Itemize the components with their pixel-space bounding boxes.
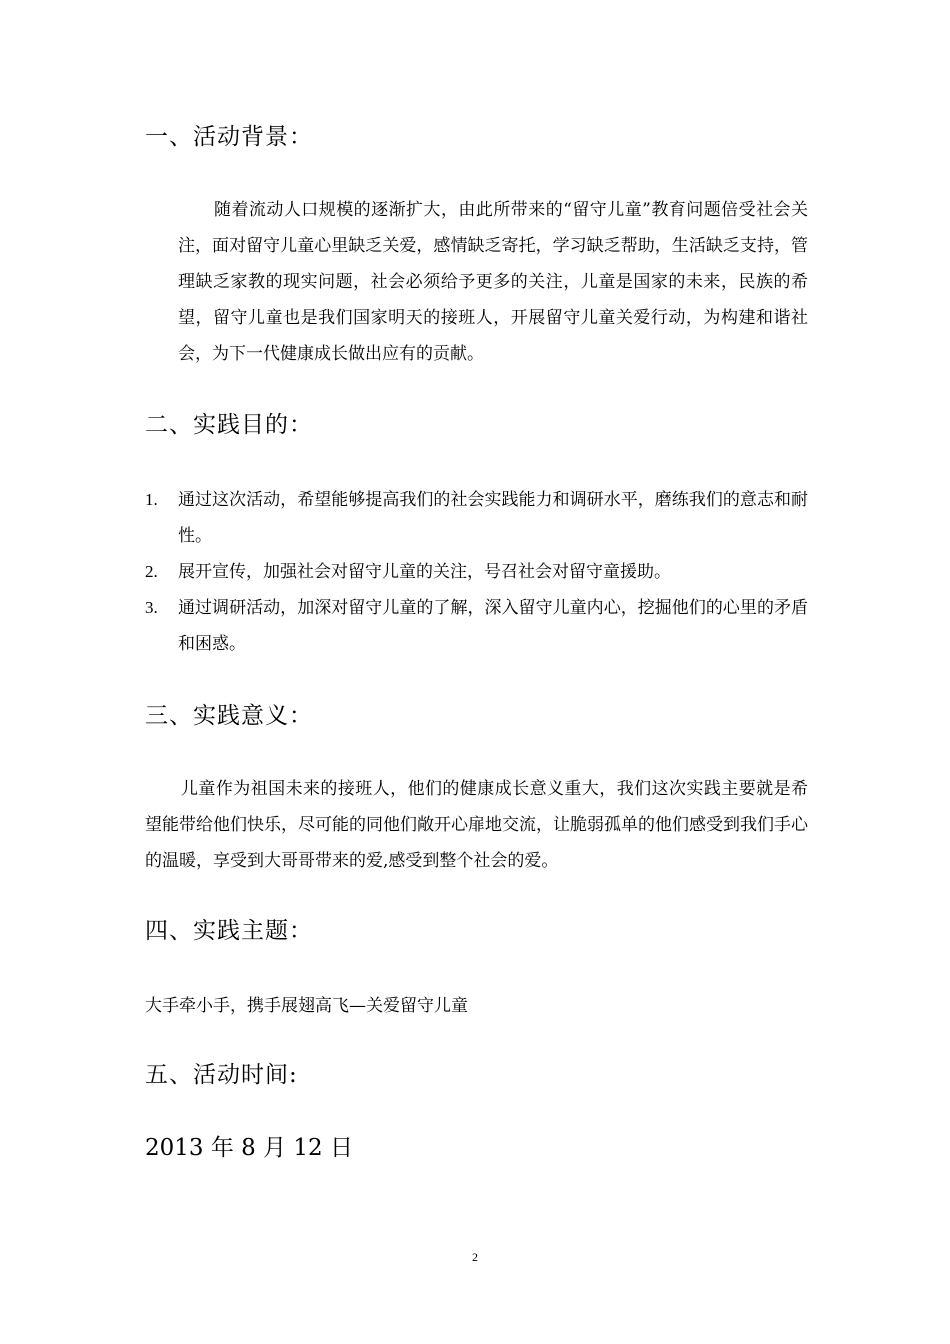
activity-date: 2013 年 8 月 12 日 xyxy=(145,1135,353,1161)
section-heading-meaning: 三、实践意义： xyxy=(145,703,313,729)
list-item-number: 3. xyxy=(145,598,158,617)
theme-text: 大手牵小手，携手展翅高飞—关爱留守儿童 xyxy=(145,996,468,1016)
list-item-text: 通过这次活动，希望能够提高我们的社会实践能力和调研水平，磨练我们的意志和耐性。 xyxy=(178,490,808,546)
list-item-text: 通过调研活动，加深对留守儿童的了解，深入留守儿童内心，挖掘他们的心里的矛盾和困惑。 xyxy=(178,598,808,654)
list-item-number: 1. xyxy=(145,490,158,509)
list-item xyxy=(145,482,808,554)
section-heading-background: 一、活动背景： xyxy=(145,124,313,150)
purpose-list xyxy=(145,482,808,662)
list-item xyxy=(145,554,808,590)
list-item-text: 展开宣传，加强社会对留守儿童的关注，号召社会对留守童援助。 xyxy=(178,562,671,582)
section-heading-theme: 四、实践主题： xyxy=(145,918,313,944)
background-paragraph: 随着流动人口规模的逐渐扩大，由此所带来的“留守儿童”教育问题倍受社会关注，面对留守儿童心里缺乏关爱，感情缺乏寄托，学习缺乏帮助，生活缺乏支持，管理缺乏家教的现实问题，社会必须给予更多的关注，儿童是国家的未来，民族的希望，留守儿童也是我们国家明天的接班人，开展留守儿童关爱行动，为构建和谐社会，为下一代健康成长做出应有的贡献。 xyxy=(178,200,808,364)
page-number: 2 xyxy=(472,1250,478,1264)
section-heading-time: 五、活动时间: xyxy=(145,1062,298,1088)
meaning-paragraph: 儿童作为祖国未来的接班人，他们的健康成长意义重大，我们这次实践主要就是希望能带给他们快乐，尽可能的同他们敞开心扉地交流，让脆弱孤单的他们感受到我们手心的温暖，享受到大哥哥带来的爱,感受到整个社会的爱。 xyxy=(145,779,808,871)
list-item-number: 2. xyxy=(145,562,158,581)
section-heading-purpose: 二、实践目的： xyxy=(145,412,313,438)
list-item xyxy=(145,590,808,662)
